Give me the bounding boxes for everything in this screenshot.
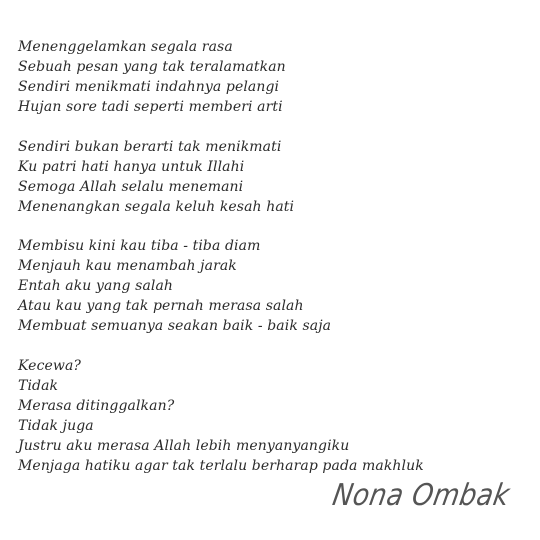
- poem-line: Semoga Allah selalu menemani: [18, 178, 244, 195]
- poem-body: [18, 37, 528, 495]
- poem-line: Entah aku yang salah: [18, 278, 174, 294]
- stanza-2: [18, 137, 528, 217]
- poem-line: Ku patri hati hanya untuk Illahi: [18, 158, 245, 175]
- poem-line: Menenangkan segala keluh kesah hati: [18, 198, 295, 215]
- poem-line: Membisu kini kau tiba - tiba diam: [18, 238, 261, 254]
- poem-line: Tidak juga: [18, 417, 94, 434]
- poem-line: Sendiri menikmati indahnya pelangi: [18, 79, 280, 95]
- stanza-4: [18, 356, 528, 476]
- author-signature: Nona Ombak: [329, 478, 513, 513]
- poem-line: Menjauh kau menambah jarak: [18, 258, 237, 274]
- poem-line: Membuat semuanya seakan baik - baik saja: [18, 318, 332, 334]
- stanza-1: [18, 37, 528, 117]
- poem-line: Justru aku merasa Allah lebih menyanyangiku: [18, 437, 350, 454]
- poem-line: Merasa ditinggalkan?: [18, 397, 175, 414]
- poem-line: Kecewa?: [18, 357, 82, 374]
- poem-line: Menenggelamkan segala rasa: [18, 39, 233, 55]
- poem-line: Atau kau yang tak pernah merasa salah: [18, 298, 304, 314]
- poem-line: Sebuah pesan yang tak teralamatkan: [18, 59, 286, 75]
- poem-line: Tidak: [18, 377, 59, 394]
- poem-line: Sendiri bukan berarti tak menikmati: [18, 138, 282, 155]
- stanza-3: [18, 236, 528, 336]
- poem-line: Hujan sore tadi seperti memberi arti: [18, 99, 283, 115]
- poem-line: Menjaga hatiku agar tak terlalu berharap pada makhluk: [18, 457, 424, 474]
